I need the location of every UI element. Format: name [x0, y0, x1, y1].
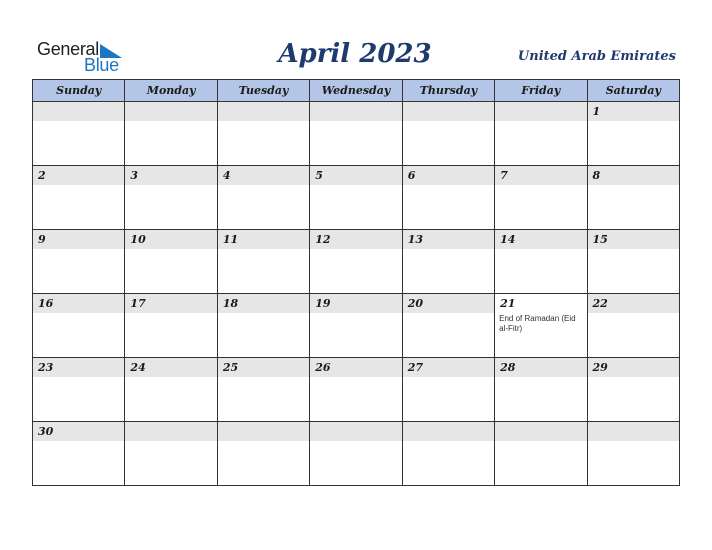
day-number-bar	[310, 166, 401, 185]
day-cell	[402, 166, 494, 230]
day-number: 20	[407, 297, 423, 310]
day-cell	[125, 294, 217, 358]
day-cell	[33, 358, 125, 422]
day-number-bar	[495, 358, 586, 377]
day-number-bar	[125, 358, 216, 377]
week-row	[33, 294, 680, 358]
day-number: 4	[222, 169, 231, 182]
weekday-header: Monday	[125, 80, 217, 102]
day-number-bar	[403, 230, 494, 249]
week-row	[33, 358, 680, 422]
day-number: 17	[130, 297, 146, 310]
day-cell	[33, 230, 125, 294]
weekday-header: Friday	[495, 80, 587, 102]
day-cell	[495, 230, 587, 294]
day-cell	[310, 294, 402, 358]
day-cell	[587, 230, 679, 294]
day-number-bar	[125, 230, 216, 249]
day-number-bar	[495, 294, 586, 313]
day-cell	[402, 358, 494, 422]
day-cell	[495, 358, 587, 422]
day-number-bar	[310, 102, 401, 121]
week-row	[33, 422, 680, 486]
day-number-bar	[33, 358, 124, 377]
week-row	[33, 102, 680, 166]
week-row	[33, 230, 680, 294]
day-number-bar	[125, 294, 216, 313]
day-number: 14	[500, 233, 516, 246]
holiday-label: End of Ramadan (Eid al-Fitr)	[499, 314, 576, 333]
day-number: 21	[500, 297, 516, 310]
day-number: 19	[315, 297, 331, 310]
day-number-bar	[588, 166, 679, 185]
day-cell	[310, 230, 402, 294]
day-cell	[587, 102, 679, 166]
day-number: 12	[315, 233, 331, 246]
weekday-header: Wednesday	[310, 80, 402, 102]
day-number-bar	[218, 294, 309, 313]
day-number: 24	[130, 361, 146, 374]
logo-word-general: General	[37, 39, 99, 59]
day-cell	[402, 230, 494, 294]
week-row	[33, 166, 680, 230]
day-number: 10	[130, 233, 146, 246]
day-cell	[587, 166, 679, 230]
day-number-bar	[125, 166, 216, 185]
day-number-bar	[403, 358, 494, 377]
day-number: 11	[222, 233, 239, 246]
day-cell	[125, 230, 217, 294]
day-cell	[310, 422, 402, 486]
day-number: 18	[222, 297, 239, 310]
day-number-bar	[310, 294, 401, 313]
day-cell	[125, 102, 217, 166]
day-number-bar	[403, 294, 494, 313]
day-number: 29	[592, 361, 608, 374]
logo-word-blue: Blue	[84, 55, 119, 75]
day-cell	[402, 102, 494, 166]
day-number-bar	[125, 422, 216, 441]
weekday-header-row	[33, 80, 680, 102]
day-number-bar	[403, 166, 494, 185]
day-cell	[495, 294, 587, 358]
day-number: 30	[38, 425, 54, 438]
day-number-bar	[403, 422, 494, 441]
day-cell	[217, 358, 309, 422]
day-cell	[310, 102, 402, 166]
day-number-bar	[588, 422, 679, 441]
day-cell	[217, 422, 309, 486]
day-number: 28	[500, 361, 516, 374]
day-number: 16	[38, 297, 54, 310]
day-number-bar	[218, 230, 309, 249]
day-cell	[217, 230, 309, 294]
country-name: United Arab Emirates	[517, 49, 676, 64]
day-cell	[495, 102, 587, 166]
day-cell	[402, 294, 494, 358]
day-number: 15	[592, 233, 608, 246]
day-number: 2	[38, 169, 46, 182]
day-cell	[217, 166, 309, 230]
day-cell	[310, 358, 402, 422]
day-number-bar	[588, 358, 679, 377]
day-number-bar	[218, 166, 309, 185]
weekday-header: Tuesday	[217, 80, 309, 102]
day-cell	[33, 166, 125, 230]
day-number-bar	[218, 422, 309, 441]
day-cell	[33, 294, 125, 358]
day-number-bar	[495, 230, 586, 249]
day-number-bar	[310, 422, 401, 441]
day-cell	[587, 422, 679, 486]
day-cell	[310, 166, 402, 230]
day-number-bar	[588, 294, 679, 313]
day-number: 22	[592, 297, 608, 310]
day-cell	[125, 422, 217, 486]
day-number-bar	[33, 294, 124, 313]
day-number-bar	[495, 102, 586, 121]
day-number: 9	[38, 233, 46, 246]
day-cell	[33, 102, 125, 166]
day-cell	[217, 102, 309, 166]
calendar-title: April 2023	[278, 39, 432, 69]
day-number: 3	[130, 169, 139, 182]
logo	[37, 39, 127, 73]
day-cell	[495, 422, 587, 486]
day-number: 6	[407, 169, 416, 182]
day-number-bar	[588, 230, 679, 249]
day-number-bar	[310, 358, 401, 377]
day-number-bar	[588, 102, 679, 121]
day-number: 23	[38, 361, 54, 374]
weekday-header: Saturday	[587, 80, 679, 102]
day-cell	[125, 166, 217, 230]
day-cell	[33, 422, 125, 486]
day-number-bar	[218, 102, 309, 121]
day-number: 26	[315, 361, 331, 374]
calendar-grid	[32, 79, 680, 486]
day-number-bar	[403, 102, 494, 121]
weekday-header: Thursday	[402, 80, 494, 102]
day-cell	[495, 166, 587, 230]
day-number: 7	[500, 169, 508, 182]
weekday-header: Sunday	[33, 80, 125, 102]
day-number-bar	[33, 422, 124, 441]
day-number: 25	[222, 361, 239, 374]
day-cell	[217, 294, 309, 358]
day-number-bar	[310, 230, 401, 249]
day-number-bar	[33, 166, 124, 185]
day-number-bar	[495, 166, 586, 185]
day-cell	[402, 422, 494, 486]
day-number: 1	[592, 105, 601, 118]
day-number: 27	[407, 361, 423, 374]
day-number-bar	[495, 422, 586, 441]
day-number: 13	[407, 233, 423, 246]
day-number: 8	[592, 169, 601, 182]
day-cell	[125, 358, 217, 422]
day-number-bar	[218, 358, 309, 377]
day-number: 5	[315, 169, 323, 182]
day-number-bar	[33, 102, 124, 121]
day-number-bar	[33, 230, 124, 249]
day-cell	[587, 294, 679, 358]
day-number-bar	[125, 102, 216, 121]
day-cell	[587, 358, 679, 422]
